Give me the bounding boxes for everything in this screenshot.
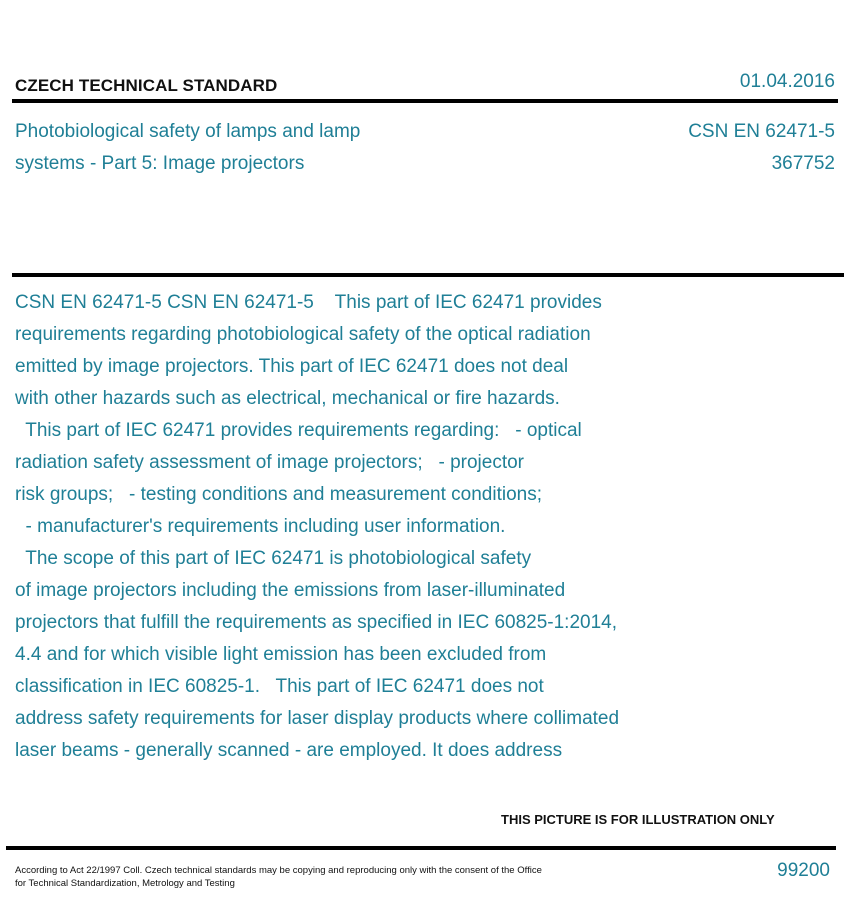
abstract-line: requirements regarding photobiological safety of the optical radiation <box>15 324 591 345</box>
abstract-line: CSN EN 62471-5 CSN EN 62471-5 This part of IEC 62471 provides <box>15 292 602 313</box>
header-divider <box>12 99 838 103</box>
footer-code: 99200 <box>777 860 830 881</box>
standard-title <box>15 116 475 180</box>
abstract-text <box>15 287 835 767</box>
legal-notice <box>15 864 585 890</box>
abstract-line: laser beams - generally scanned - are employed. It does address <box>15 740 563 761</box>
abstract-line: classification in IEC 60825-1. This part of IEC 62471 does not <box>15 676 544 697</box>
standard-code: CSN EN 62471-5 <box>688 121 835 142</box>
document-type-label: CZECH TECHNICAL STANDARD <box>15 76 278 95</box>
legal-notice-line: According to Act 22/1997 Coll. Czech technical standards may be copying and reproducing only with the consent of the Office <box>15 865 542 876</box>
abstract-line: address safety requirements for laser display products where collimated <box>15 708 620 729</box>
standard-title-line: Photobiological safety of lamps and lamp <box>15 121 361 142</box>
abstract-line: This part of IEC 62471 provides requirements regarding: - optical <box>15 420 582 441</box>
abstract-line: - manufacturer's requirements including user information. <box>15 516 506 537</box>
standard-identifiers <box>688 116 835 180</box>
abstract-line: of image projectors including the emissions from laser-illuminated <box>15 580 566 601</box>
abstract-line: 4.4 and for which visible light emission has been excluded from <box>15 644 547 665</box>
abstract-line: The scope of this part of IEC 62471 is photobiological safety <box>15 548 532 569</box>
abstract-line: radiation safety assessment of image projectors; - projector <box>15 452 525 473</box>
illustration-disclaimer: THIS PICTURE IS FOR ILLUSTRATION ONLY <box>501 812 775 827</box>
abstract-line: projectors that fulfill the requirements as specified in IEC 60825-1:2014, <box>15 612 617 633</box>
footer-divider <box>6 846 836 850</box>
standard-title-line: systems - Part 5: Image projectors <box>15 153 305 174</box>
abstract-line: emitted by image projectors. This part of IEC 62471 does not deal <box>15 356 569 377</box>
section-divider <box>12 273 844 277</box>
catalog-number: 367752 <box>771 153 835 174</box>
publication-date: 01.04.2016 <box>739 71 835 92</box>
abstract-line: risk groups; - testing conditions and measurement conditions; <box>15 484 542 505</box>
legal-notice-line: for Technical Standardization, Metrology and Testing <box>15 878 235 889</box>
abstract-line: with other hazards such as electrical, mechanical or fire hazards. <box>15 388 560 409</box>
